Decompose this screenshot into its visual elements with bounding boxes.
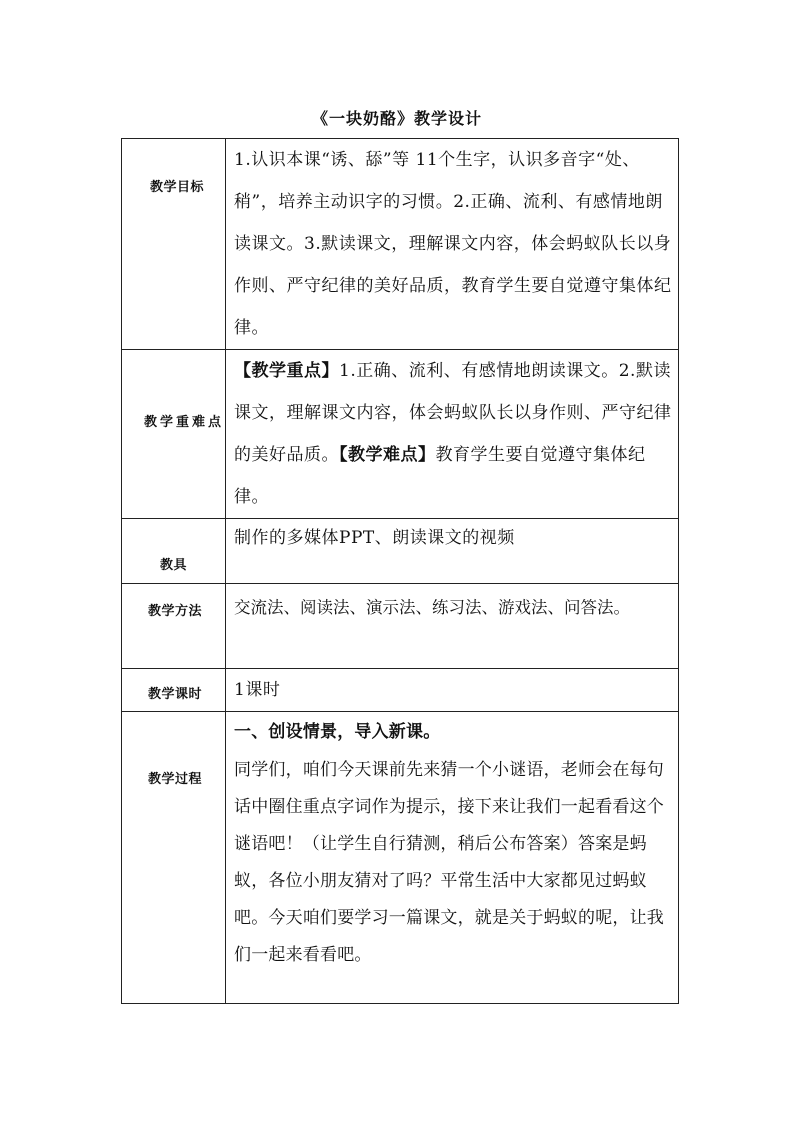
label-cell-tools xyxy=(122,519,226,584)
table-row-tools xyxy=(122,519,679,584)
label-cell-process xyxy=(122,712,226,1004)
difficult-point-tag: 【教学难点】 xyxy=(339,445,436,465)
label-cell-goals xyxy=(122,139,226,350)
label-cell-key-points xyxy=(122,350,226,519)
tools-text: 制作的多媒体PPT、朗读课文的视频 xyxy=(234,528,515,548)
table-row-hours xyxy=(122,669,679,712)
difficult-point-text: 教育学生要自觉遵守集体纪律。 xyxy=(234,445,646,507)
table-row-key-points xyxy=(122,350,679,519)
label-cell-hours xyxy=(122,669,226,712)
process-text: 同学们，咱们今天课前先来猜一个小谜语，老师会在每句话中圈住重点字词作为提示，接下来让我们一起看看这个谜语吧！（让学生自行猜测，稍后公布答案）答案是蚂蚁，各位小朋友猜对了吗？平常生活中大家都见过蚂蚁吧。今天咱们要学习一篇课文，就是关于蚂蚁的呢，让我们一起来看看吧。 xyxy=(234,760,664,965)
hours-text: 1课时 xyxy=(234,680,281,700)
lesson-plan-table xyxy=(121,138,679,1004)
content-cell-hours xyxy=(226,669,679,712)
key-points-label: 教学重难点 xyxy=(144,415,225,430)
table-row-goals xyxy=(122,139,679,350)
label-cell-methods xyxy=(122,584,226,669)
page-title: 《一块奶酪》教学设计 xyxy=(311,109,482,128)
hours-label: 教学课时 xyxy=(148,687,203,702)
content-cell-methods xyxy=(226,584,679,669)
key-point-text: 1.正确、流利、有感情地朗读课文。2.默读课文，理解课文内容，体会蚂蚁队长以身作则、严守纪律的美好品质。 xyxy=(234,361,672,465)
methods-label: 教学方法 xyxy=(148,604,203,619)
content-cell-key-points xyxy=(226,350,679,519)
goals-label: 教学目标 xyxy=(150,180,205,195)
content-cell-process xyxy=(226,712,679,1004)
methods-text: 交流法、阅读法、演示法、练习法、游戏法、问答法。 xyxy=(234,598,630,617)
goals-text: 1.认识本课“诱、舔”等 11个生字，认识多音字“处、稍”，培养主动识字的习惯。2.正确、流利、有感情地朗读课文。3.默读课文，理解课文内容，体会蚂蚁队长以身作则、严守纪律的美好品质，教育学生要自觉遵守集体纪律。 xyxy=(234,150,672,338)
process-label: 教学过程 xyxy=(148,772,203,787)
table-row-process xyxy=(122,712,679,1004)
key-points-text xyxy=(226,350,678,518)
tools-label: 教具 xyxy=(160,558,188,573)
table-row-methods xyxy=(122,584,679,669)
content-cell-tools xyxy=(226,519,679,584)
process-heading: 一、创设情景，导入新课。 xyxy=(234,722,441,742)
content-cell-goals xyxy=(226,139,679,350)
key-point-tag: 【教学重点】 xyxy=(234,361,339,381)
